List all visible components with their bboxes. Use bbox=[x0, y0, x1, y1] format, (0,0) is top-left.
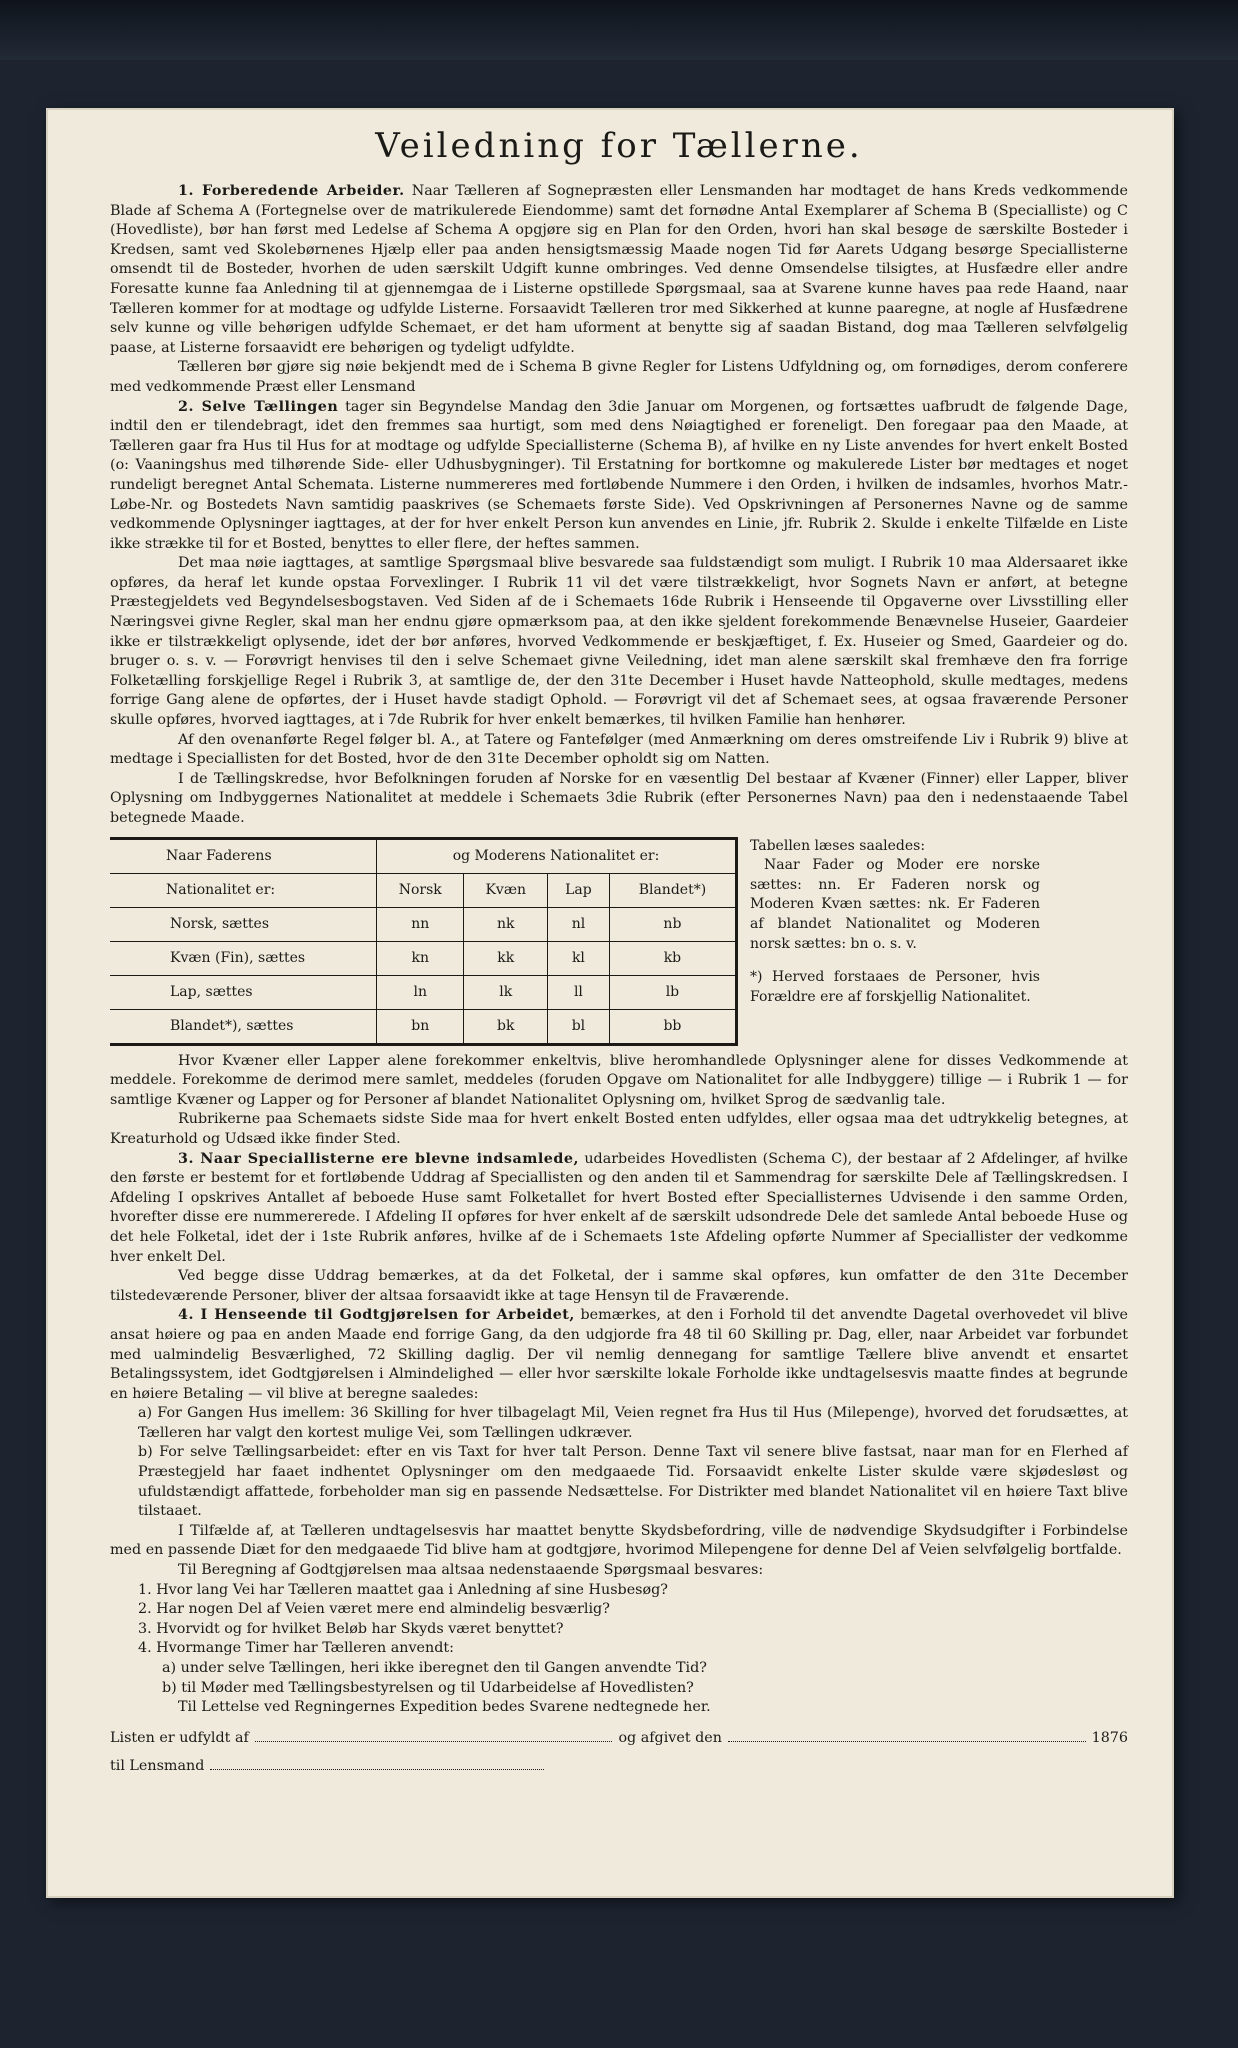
father-header-1: Naar Faderens bbox=[110, 838, 377, 873]
side-note-footnote: *) Herved forstaaes de Personer, hvis Forældre ere af forskjellig Nationalitet. bbox=[750, 969, 1040, 1005]
section-1-paragraph-1: 1. Forberedende Arbeider. Naar Tælleren af Sognepræsten eller Lensmanden har modtaget de hans Kreds vedkommende Blade af Schema A (Fortegnelse over de matrikulerede Eiendomme) samt det fornødne Antal Exemplarer af Schema B (Specialliste) og C (Hovedliste), bør han først med Ledelse af Schema A opgjøre sig en Plan for den Orden, hvori han skal besøge de særskilte Bosteder i Kredsen, samt ved Skolebørnenes Hjælp eller paa anden hensigtsmæssig Maade nogen Tid før Aarets Udgang besørge Speciallisterne omsendt til de Bosteder, hvorhen de uden særskilt Udgift kunne ombringes. Ved denne Omsendelse tilsigtes, at Husfædre eller andre Foresatte kunne faa Anledning til at gjennemgaa de i Listerne opstillede Spørgsmaal, saa at Svarene kunne haves paa rede Haand, naar Tælleren kommer for at modtage og udfylde Listerne. Forsaavidt Tælleren tror med Sikkerhed at kunne paaregne, at nogle af Husfædrene selv kunne og ville behørigen udfylde Schemaet, er det ham uforment at benytte sig af saadan Bistand, dog maa Tælleren selvfølgelig paase, at Listerne forsaavidt ere behørigen og tydeligt udfyldte. bbox=[110, 183, 1129, 356]
section-2-paragraph-4: I de Tællingskredse, hvor Befolkningen foruden af Norske for en væsentlig Del bestaar af Kvæner (Finner) eller Lapper, bliver Oplysning om Indbyggernes Nationalitet at meddele i Schemaets 3die Rubrik (efter Personernes Navn) paa den i nedenstaaende Tabel betegnede Maade. bbox=[110, 770, 1128, 826]
question-item: 1. Hvor lang Vei har Tælleren maattet gaa i Anledning af sine Husbesøg? bbox=[138, 1581, 668, 1598]
scan-background-top bbox=[0, 0, 1238, 60]
delivered-date-field[interactable] bbox=[728, 1740, 1086, 1742]
page-title: Veiledning for Tællerne. bbox=[375, 126, 863, 166]
question-item: 4. Hvormange Timer har Tælleren anvendt: bbox=[138, 1640, 454, 1657]
lensmand-label: til Lensmand bbox=[110, 1757, 205, 1774]
question-item: 2. Har nogen Del af Veien været mere end almindelig besværlig? bbox=[138, 1601, 610, 1618]
section-1-paragraph-2: Tælleren bør gjøre sig nøie bekjendt med de i Schema B givne Regler for Listens Udfyldning og, om fornødiges, derom conferere med vedkommende Præst eller Lensmand bbox=[110, 359, 1128, 395]
section-4-heading: 4. I Henseende til Godtgjørelsen for Arbeidet, bbox=[178, 1307, 575, 1324]
table-cell: nn bbox=[377, 907, 464, 941]
table-cell: bl bbox=[548, 1009, 610, 1044]
col-header: Kvæn bbox=[464, 873, 548, 907]
table-cell: kb bbox=[609, 941, 736, 975]
document-page bbox=[46, 108, 1174, 1898]
nationality-table-section bbox=[110, 837, 1128, 1046]
table-cell: lk bbox=[464, 975, 548, 1009]
table-row bbox=[110, 941, 737, 975]
section-4-paragraph-4: Til Lettelse ved Regningernes Expedition bedes Svarene nedtegnede her. bbox=[178, 1699, 711, 1716]
table-cell: bk bbox=[464, 1009, 548, 1044]
table-cell: nk bbox=[464, 907, 548, 941]
section-2-heading: 2. Selve Tællingen bbox=[178, 398, 339, 415]
table-side-note bbox=[738, 837, 1040, 1046]
col-header: Blandet*) bbox=[609, 873, 736, 907]
row-label: Blandet*), sættes bbox=[110, 1009, 377, 1044]
row-label: Lap, sættes bbox=[110, 975, 377, 1009]
section-4-item-b: b) For selve Tællingsarbeidet: efter en vis Taxt for hver talt Person. Denne Taxt vil senere blive fastsat, naar man for en Flerhed af Præstegjeld har faaet indhentet Oplysninger om den medgaaede Tid. Forsaavidt enkelte Lister skulde være skjødesløst og ufuldstændigt affattede, forbeholder man sig en passende Nedsættelse. For Distrikter med blandet Nationalitet vil en høiere Taxt blive tilstaaet. bbox=[138, 1444, 1128, 1520]
table-cell: nl bbox=[548, 907, 610, 941]
filled-by-label: Listen er udfyldt af bbox=[110, 1729, 249, 1746]
section-2-paragraph-1: 2. Selve Tællingen tager sin Begyndelse Mandag den 3die Januar om Morgenen, og fortsættes uafbrudt de følgende Dage, indtil den er tilendebragt, idet den fremmes saa hurtigt, som med dens Nøiagtighed er foreneligt. Den foregaar paa den Maade, at Tælleren gaar fra Hus til Hus for at modtage og udfylde Speciallisterne (Schema B), af hvilke en ny Liste anvendes for hvert enkelt Bosted (o: Vaaningshus med tilhørende Side- eller Udhusbygninger). Til Erstatning for bortkomne og makulerede Lister bør medtages et noget rundeligt beregnet Antal Schemata. Listerne nummereres med fortløbende Nummere i den Orden, i hvilken de indsamles, hvorhos Matr.-Løbe-Nr. og Bostedets Navn samtidig paaskrives (se Schemaets første Side). Ved Opskrivningen af Personernes Navne og de samme vedkommende Oplysninger iagttages, at der for hver enkelt Person kun anvendes en Linie, jfr. Rubrik 2. Skulde i enkelte Tilfælde en Liste ikke strække til for et Bosted, benyttes to eller flere, der heftes sammen. bbox=[110, 398, 1129, 552]
table-row bbox=[110, 975, 737, 1009]
filled-by-line bbox=[110, 1730, 1128, 1746]
question-item: 3. Hvorvidt og for hvilket Beløb har Skyds været benyttet? bbox=[138, 1620, 564, 1637]
lensmand-field[interactable] bbox=[210, 1768, 544, 1770]
table-cell: nb bbox=[609, 907, 736, 941]
table-header-row-2 bbox=[110, 873, 737, 907]
table-cell: bn bbox=[377, 1009, 464, 1044]
col-header: Lap bbox=[548, 873, 610, 907]
section-2-paragraph-3: Af den ovenanførte Regel følger bl. A., at Tatere og Fantefølger (med Anmærkning om deres omstreifende Liv i Rubrik 9) blive at medtage i Speciallisten for det Bosted, hvor de den 31te December opholdt sig om Natten. bbox=[110, 731, 1128, 768]
table-header-row-1 bbox=[110, 838, 737, 873]
nationality-table bbox=[110, 837, 738, 1046]
table-cell: bb bbox=[609, 1009, 736, 1044]
side-note-explanation: Naar Fader og Moder ere norske sættes: nn. Er Faderen norsk og Moderen Kvæn sættes: nk. Er Faderen af blandet Nationalitet og Moderen norsk sættes: bn o. s. v. bbox=[750, 857, 1040, 952]
mother-header: og Moderens Nationalitet er: bbox=[377, 838, 737, 873]
section-1-heading: 1. Forberedende Arbeider. bbox=[178, 183, 405, 199]
table-cell: ln bbox=[377, 975, 464, 1009]
section-4-item-a: a) For Gangen Hus imellem: 36 Skilling for hver tilbagelagt Mil, Veien regnet fra Hus til Hus (Milepenge), hvorved det forudsættes, at Tælleren har valgt den kortest mulige Vei, som Tællingen udkræver. bbox=[138, 1405, 1128, 1441]
table-cell: kk bbox=[464, 941, 548, 975]
table-cell: ll bbox=[548, 975, 610, 1009]
table-row bbox=[110, 1009, 737, 1044]
subquestion-item: a) under selve Tællingen, heri ikke iberegnet den til Gangen anvendte Tid? bbox=[162, 1660, 707, 1676]
after-table-paragraph-1: Hvor Kvæner eller Lapper alene forekommer enkeltvis, blive heromhandlede Oplysninger alene for disses Vedkommende at meddele. Forekomme de derimod mere samlet, meddeles (foruden Opgave om Nationalitet for alle Indbyggere) tillige — i Rubrik 1 — for samtlige Kvæner og Lapper og for Personer af blandet Nationalitet Oplysning om, hvilket Sprog de sædvanlig tale. bbox=[110, 1052, 1128, 1108]
table-cell: lb bbox=[609, 975, 736, 1009]
section-3-paragraph-2: Ved begge disse Uddrag bemærkes, at da det Folketal, der i samme skal opføres, kun omfatter de den 31te December tilstedeværende Personer, bliver der altsaa forsaavidt ikke at tage Hensyn til de Fraværende. bbox=[110, 1268, 1128, 1304]
side-note-heading: Tabellen læses saaledes: bbox=[750, 837, 926, 854]
year-label: 1876 bbox=[1091, 1729, 1128, 1746]
after-table-paragraph-2: Rubrikerne paa Schemaets sidste Side maa for hvert enkelt Bosted enten udfyldes, eller ogsaa maa det udtrykkelig betegnes, at Kreaturhold og Udsæd ikke finder Sted. bbox=[110, 1111, 1128, 1147]
row-label: Norsk, sættes bbox=[110, 907, 377, 941]
section-2-paragraph-2: Det maa nøie iagttages, at samtlige Spørgsmaal blive besvarede saa fuldstændigt som muligt. I Rubrik 10 maa Aldersaaret ikke opføres, da heraf let kunde opstaa Forvexlinger. I Rubrik 11 vil det være tilstrækkeligt, hvor Sognets Navn er anført, at betegne Præstegjeldets ved Begyndelsesbogstaven. Ved Siden af de i Schemaets 16de Rubrik i Henseende til Opgaverne over Livsstilling eller Næringsvei givne Regler, skal man her endnu gjøre opmærksom paa, at den ikke sjeldent forekommende Benævnelse Huseier, Gaardeier ikke er tilstrækkeligt oplysende, idet der bør anføres, hvorved Vedkommende er beskjæftiget, f. Ex. Huseier og Smed, Gaardeier og do. bruger o. s. v. — Forøvrigt henvises til den i selve Schemaet givne Veiledning, idet man alene særskilt skal fremhæve den fra forrige Folketælling forskjellige Regel i Rubrik 3, at samtlige de, der den 31te December i Huset havde Natteophold, skulle medtages, medens forrige Gang alene de opførtes, der i Huset havde stadigt Ophold. — Forøvrigt vil det af Schemaet sees, at ogsaa fraværende Personer skulle opføres, hvorved iagttages, at i 7de Rubrik for hver enkelt bemærkes, til hvilken Familie han henhører. bbox=[110, 555, 1128, 729]
section-4-paragraph-3: Til Beregning af Godtgjørelsen maa altsaa nedenstaaende Spørgsmaal besvares: bbox=[178, 1562, 764, 1579]
father-header-2: Nationalitet er: bbox=[110, 873, 377, 907]
row-label: Kvæn (Fin), sættes bbox=[110, 941, 377, 975]
section-3-paragraph-1: 3. Naar Speciallisterne ere blevne indsamlede, udarbeides Hovedlisten (Schema C), der bestaar af 2 Afdelinger, af hvilke den første er bestemt for et fortløbende Uddrag af Speciallisten og den anden til et Sammendrag for særskilte Dele af Tællingskredsen. I Afdeling I opskrives Antallet af beboede Huse samt Folketallet for hvert Bosted efter Speciallisternes Udvisende i den samme Orden, hvorefter disse ere nummererede. I Afdeling II opføres for hver enkelt af de særskilt udsondrede Dele det samlede Antal beboede Huse og det hele Folketal, idet der i 1ste Rubrik anføres, hvilke af de i Schemaets 1ste Afdeling opførte Nummer af Speciallister der vedkomme hver enkelt Del. bbox=[110, 1150, 1128, 1265]
section-3-heading: 3. Naar Speciallisterne ere blevne indsamlede, bbox=[178, 1150, 579, 1167]
lensmand-line bbox=[110, 1758, 550, 1774]
delivered-label: og afgivet den bbox=[618, 1729, 722, 1746]
table-row bbox=[110, 907, 737, 941]
section-4-paragraph-2: I Tilfælde af, at Tælleren undtagelsesvis har maattet benytte Skydsbefordring, ville de nødvendige Skydsudgifter i Forbindelse med en passende Diæt for den medgaaede Tid blive ham at godtgjøre, hvorimod Milepengene for denne Del af Veien selvfølgelig bortfalde. bbox=[110, 1522, 1128, 1559]
section-4-paragraph-1: 4. I Henseende til Godtgjørelsen for Arbeidet, bemærkes, at den i Forhold til det anvendte Dagetal overhovedet vil blive ansat høiere og paa en anden Maade end forrige Gang, da den udgjorde fra 48 til 60 Skilling pr. Dag, eller, naar Arbeidet var forbundet med ualmindelig Besværlighed, 72 Skilling daglig. Der vil nemlig dennegang for samtlige Tællere blive anvendt et ensartet Betalingssystem, idet Godtgjørelsen i Almindelighed — eller hvor særskilte lokale Forholde ikke undtagelsesvis maatte findes at begrunde en høiere Betaling — vil blive at beregne saaledes: bbox=[110, 1307, 1128, 1402]
filled-by-field[interactable] bbox=[255, 1740, 613, 1742]
table-cell: kn bbox=[377, 941, 464, 975]
subquestion-item: b) til Møder med Tællingsbestyrelsen og til Udarbeidelse af Hovedlisten? bbox=[162, 1679, 694, 1696]
table-cell: kl bbox=[548, 941, 610, 975]
col-header: Norsk bbox=[377, 873, 464, 907]
